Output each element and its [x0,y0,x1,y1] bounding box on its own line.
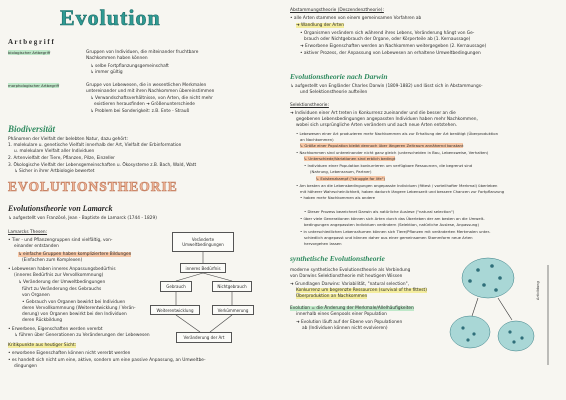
diagram-box-beduerfnis: inneres Bedürfnis [180,263,226,273]
synthetisch-title: synthetische Evolutionstheorie [290,254,385,263]
kritik-line-3: dingungen [14,364,37,369]
diagram-box-gebrauch: Gebrauch [160,281,192,292]
evolution-def-line-1: Evolution = die Änderung der Merkmale/Allelhäufigkeiten [290,306,414,311]
thesen-line-13: deren Rückbildung [22,318,63,323]
abstammung-line-4: brauch oder Nichtgebrauch der Organe, oder Körperteile ab (1. Kernaussage) [304,37,471,42]
kritik-title: Kritikpunkte aus heutiger Sicht: [8,343,77,348]
selektion-line-15: • Dieser Prozess bezeichnet Darwin als natürliche Auslese ("natural selection") [304,209,455,214]
morph-line-5: ↳ Problem bei Sonderigkeit: z.B. Ente - Strauß [90,109,190,114]
thesen-line-7: ↳ Veränderung der Umweltbedingungen [18,280,106,285]
thesen-line-15: ↳ führen über Generationen zu Veränderungen der Lebewesen [14,333,150,338]
evolution-def-line-2: innerhalb eines Genpools einer Population [296,312,387,317]
selektion-title: Selektionstheorie: [290,103,329,108]
thesen-line-3: ↳ einfache Gruppen haben kompliziertere Bildungen [18,252,132,257]
darwin-line-1: ↳ aufgestellt von Engländer Charles Darwin (1809-1882) und lässt sich in Abstammungs- [290,84,483,89]
selektion-line-5: an Nachkommen) [300,137,334,142]
darwin-title: Evolutionstheorie nach Darwin [290,72,388,81]
thesen-line-6: (inneres Bedürfnis zur Vervollkommnung) [14,273,104,278]
thesen-title: Lamarcks Thesen: [8,230,48,235]
selektion-line-1: ➜ Individuen einer Art treten in Konkurrenz zueinander und die besser an die [290,111,456,116]
thesen-line-12: derung) von Organen bewirkt bei den Individuen [22,312,127,317]
selektion-line-9: • Individuen einer Population konkurrieren um verfügbare Ressourcen, die begrenzt sind [304,163,473,168]
abstammung-title: Abstammungstheorie (Deszendenztheorie): [290,8,384,13]
selektion-line-4: • Lebewesen einer Art produzieren mehr Nachkommen als zur Erhaltung der Art benötigt (Überproduktion [296,131,499,136]
diagram-box-veraenderung-art: Veränderung der Art [176,332,232,343]
lamarck-subtitle: ↳ aufgestellt von Französé, Jean - Baptiste de Lamarck (1744 - 1829) [8,216,157,221]
abstammung-line-5: ➜ Erworbene Eigenschaften werden an Nachkommen weitergegeben (2. Kernaussage) [300,44,487,49]
morph-artbegriff-label: morphologischer Artbegriff [8,83,60,88]
selektion-line-3: wobei sich ursprüngliche Arten verändern und auch neue Arten entstehen. [296,123,458,128]
selektion-line-18: • in unterschiedlichen Lebensräumen können sich Tiere/Pflanzen mit veränderten Merkmalen unter- [300,229,491,234]
selektion-line-7: • Nachkommen sind untereinander nicht ganz gleich (unterscheiden in Bau, Lebensweise, Verhalten) [296,150,489,155]
selektion-line-12: • Am besten an die Lebensbedingungen angepasste Individuen (fittest / vorteilhafter Merkmal) überleben [296,183,498,188]
abstammung-line-1: • alle Arten stammen von einem gemeinsamen Vorfahren ab [290,16,422,21]
selektion-line-14: • haben mehr Nachkommen als andere [300,195,376,200]
selektion-line-6: ↳ Größe einer Population bleibt dennoch über längeren Zeitraum annähernd konstant [300,143,464,148]
bio-line-1: Gruppen von Individuen, die miteinander fruchtbare [86,50,199,55]
morph-line-4: existieren herausfinden ➜ Größenunterschiede [94,102,195,107]
thesen-line-11: deren Vervollkommnung (Weiterentwicklung / Verän- [22,306,136,311]
darwin-line-2: und Selektionstheorie aufteilen [300,90,368,95]
biodiv-line-2: 1. molekulare u. genetische Vielfalt innerhalb der Art, Vielfalt der Erbinformation [8,143,182,148]
abstammung-line-6: • aktiver Prozess, der Anpassung von Lebewesen an erhaltene Umweltbedingungen [300,51,481,56]
thesen-line-5: • Lebewesen haben inneres Anpassungsbedürfnis [8,267,116,272]
selektion-line-20: hervorgehen lassen [304,241,342,246]
diagram-box-verkuemmerung: Verkümmerung [212,305,254,315]
morph-line-1: Gruppe von Lebewesen, die in wesentlichen Merkmalen [86,83,207,88]
biodiv-line-3: u. molekulare Vielfalt aller Individuen [14,149,95,154]
biodiv-line-4: 2. Artenvielfalt der Tiere, Pflanzen, Pilze, Einzeller [8,156,115,161]
biodiv-line-1: Phänomen der Vielfalt der belebten Natur, dazu gehört: [8,137,128,142]
kritik-line-2: • es handelt sich nicht um eine, aktive, sondern um eine passive Anpassung, an Umweltbe- [8,358,206,363]
thesen-line-9: von Organen [22,293,50,298]
selektion-line-17: bedingungen angepassten Individuen verändern (Selektion, natürliche Auslese, Anpassung) [304,222,479,227]
selektion-line-2: gegebenen Lebensbedingungen angepassten Individuen haben mehr Nachkommen, [296,117,478,122]
selektion-line-8: ↳ Unterschiede/Variationen sind erblich bedingt [304,156,396,161]
synthetisch-line-1: moderne synthetische Evolutionstheorie als Verbindung [290,268,411,273]
page-title: Evolution [60,5,161,30]
synthetisch-line-5: Überproduktion an Nachkommen [296,294,368,299]
synthetisch-line-2: von Darwins Selektionstheorie mit heutigem Wissen [290,274,403,279]
bio-line-2: Nachkommen haben können [86,56,148,61]
thesen-line-10: • Gebrauch von Organen bewirkt bei Individuen [22,300,126,305]
morph-line-3: ↳ Verwandschaftsverhältnisse, von Arten, die nicht mehr [90,96,213,101]
thesen-line-4: (Einfachen zum Komplexen) [22,258,83,263]
art-begriff-title: A r t b e g r i f f [8,38,54,46]
evolution-def-line-4: ab (Individuen können nicht evolvieren) [302,326,388,331]
thesen-line-2: einander entstanden [14,244,59,249]
thesen-line-14: • Erwerbene, Eigenschaften werden vererbt [8,327,103,332]
bio-line-4: ↳ immer gültig [90,70,123,75]
biodiv-line-6: ↳ Sicher in ihrer Artbiologie bewertet [14,169,95,174]
diagram-box-weiterentwicklung: Weiterentwicklung [150,305,200,315]
side-label-artbildung: Artbildung [536,281,540,300]
evolutionstheorie-title: EVOLUTIONSTHEORIE [8,179,178,194]
thesen-line-8: führt zu Veränderung des Gebrauchs [22,287,102,292]
biodiv-title: Biodiversität [8,124,55,134]
selektion-line-13: mit höherer Wahrscheinlichkeit, haben dadurch längere Lebenszeit und bessere Chancen zur Fortpflanzung [300,189,505,194]
bio-line-3: ↳ selbe Fortpflanzungsgemeinschaft [90,64,169,69]
thesen-line-1: • Tier - und Pflanzengruppen sind vielfältig, von- [8,238,113,243]
evolution-def-line-3: ➜ Evolution läuft auf der Ebene von Populationen [296,320,403,325]
lamarck-title: Evolutionstheorie von Lamarck [8,204,113,213]
abstammung-line-3: • Organismen verändern sich während ihres Lebens, Veränderung hängt von Ge- [300,31,475,36]
biodiv-line-5: 3. Ökologische Vielfalt der Lebensgemeinschaften u. Ökosysteme z.B. Bach, Wald, Watt [8,163,197,168]
selektion-line-10: (Nahrung, Lebensraum, Partner) [310,169,372,174]
synthetisch-line-3: ➜ Grundlagen Darwins: Variabilität, "natural selection", [290,282,409,287]
synthetisch-line-4: Konkurrenz um begrenzte Ressourcen (survival of the fittest) [296,288,427,293]
abstammung-line-2: ➜ Wandlung der Arten [296,23,345,28]
diagram-box-nichtgebrauch: Nichtgebrauch [212,281,252,292]
morph-line-2: untereinander und mit ihren Nachkommen übereinstimmen [86,89,215,94]
diagram-box-umwelt: Veränderte Umweltbedingungen [172,232,234,252]
kritik-line-1: • erworbene Eigenschaften können nicht vererbt werden [8,351,131,356]
selektion-line-19: schiedlich angepasst und können daher aus einer gemeinsamen Stammform neue Arten [304,235,473,240]
selektion-line-16: • über viele Generationen können sich Arten durch das Überleben der am besten an die Umwelt- [300,216,485,221]
selektion-line-11: ↳ Existenzkampf ("struggle for life") [316,176,385,181]
bio-artbegriff-label: biologischer Artbegriff [8,50,51,55]
